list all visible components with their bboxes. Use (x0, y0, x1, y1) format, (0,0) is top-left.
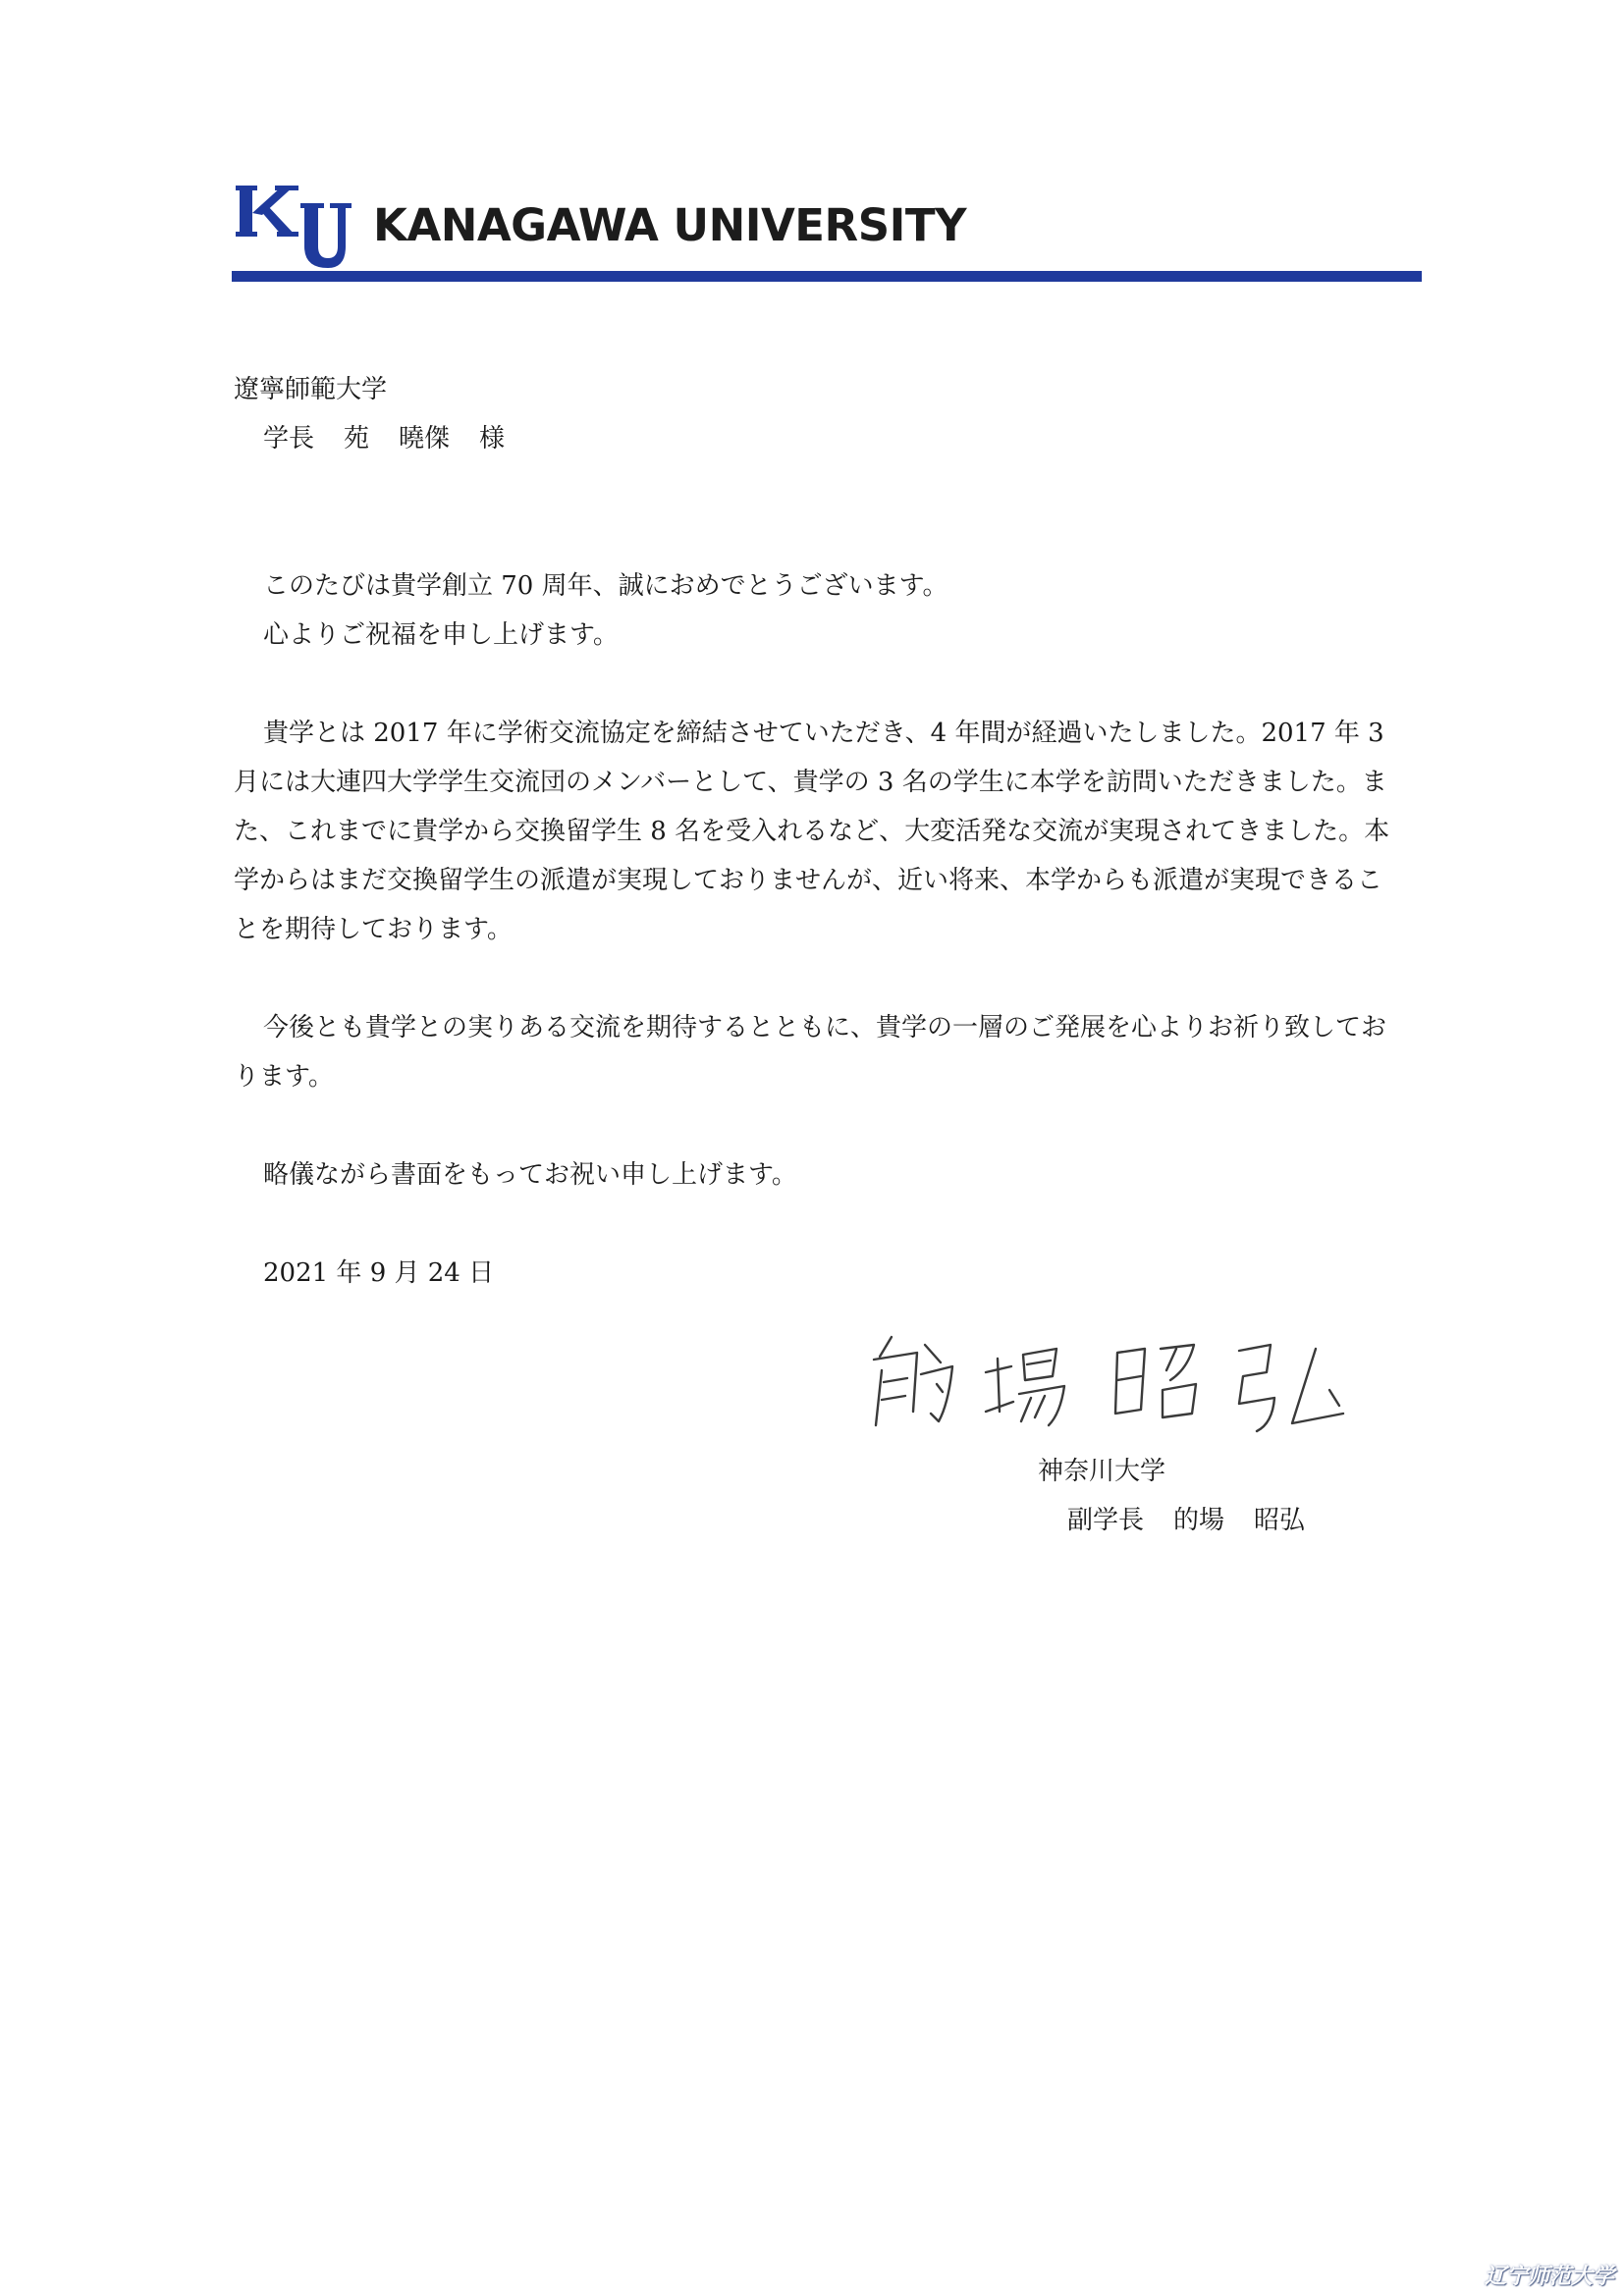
letter-date-block (234, 1249, 1402, 1298)
addressee-organization: 遼寧師範大学 (234, 375, 388, 404)
sender-title: 副学長 (1067, 1506, 1145, 1535)
paragraph-exchange-history (234, 709, 1402, 954)
ku-logo-icon (236, 180, 352, 270)
header-rule (232, 271, 1422, 282)
paragraph1-line1: このたびは貴学創立 70 周年、誠におめでとうございます。 (263, 571, 948, 601)
watermark: 辽宁师范大学 (1484, 2265, 1614, 2289)
paragraph3-text: 今後とも貴学との実りある交流を期待するとともに、貴学の一層のご発展を心よりお祈り致しております。 (234, 1013, 1387, 1092)
addressee-honorific: 様 (479, 424, 506, 454)
paragraph1-line2: 心よりご祝福を申し上げます。 (263, 620, 619, 650)
letter-date: 2021 年 9 月 24 日 (263, 1258, 495, 1288)
paragraph2-text: 貴学とは 2017 年に学術交流協定を締結させていただき、4 年間が経過いたしました。2017 年 3 月には大連四大学学生交流団のメンバーとして、貴学の 3 名の学生に本学を訪問いただきました。また、これまでに貴学から交換留学生 8 名を受入れるなど、大変活発な交流が実現されてきました。本学からはまだ交換留学生の派遣が実現しておりませんが、近い将来、本学からも派遣が実現できることを期待しております。 (234, 719, 1390, 944)
paragraph-closing (234, 1150, 1402, 1200)
handwritten-signature (854, 1315, 1384, 1463)
addressee-title: 学長 (263, 424, 315, 454)
addressee-given-name: 曉傑 (399, 424, 451, 454)
sender-family-name: 的場 (1173, 1506, 1225, 1535)
paragraph-congratulations (234, 561, 1402, 660)
paragraph4-text: 略儀ながら書面をもってお祝い申し上げます。 (263, 1160, 797, 1190)
letterhead (232, 180, 1422, 288)
sender-person (1067, 1508, 1305, 1533)
sender-given-name: 昭弘 (1254, 1506, 1306, 1535)
addressee-family-name: 苑 (344, 424, 370, 454)
addressee-person (263, 426, 505, 452)
university-name: KANAGAWA UNIVERSITY (373, 199, 967, 251)
paragraph-future-wishes (234, 1003, 1402, 1101)
sender-organization: 神奈川大学 (1038, 1457, 1166, 1486)
